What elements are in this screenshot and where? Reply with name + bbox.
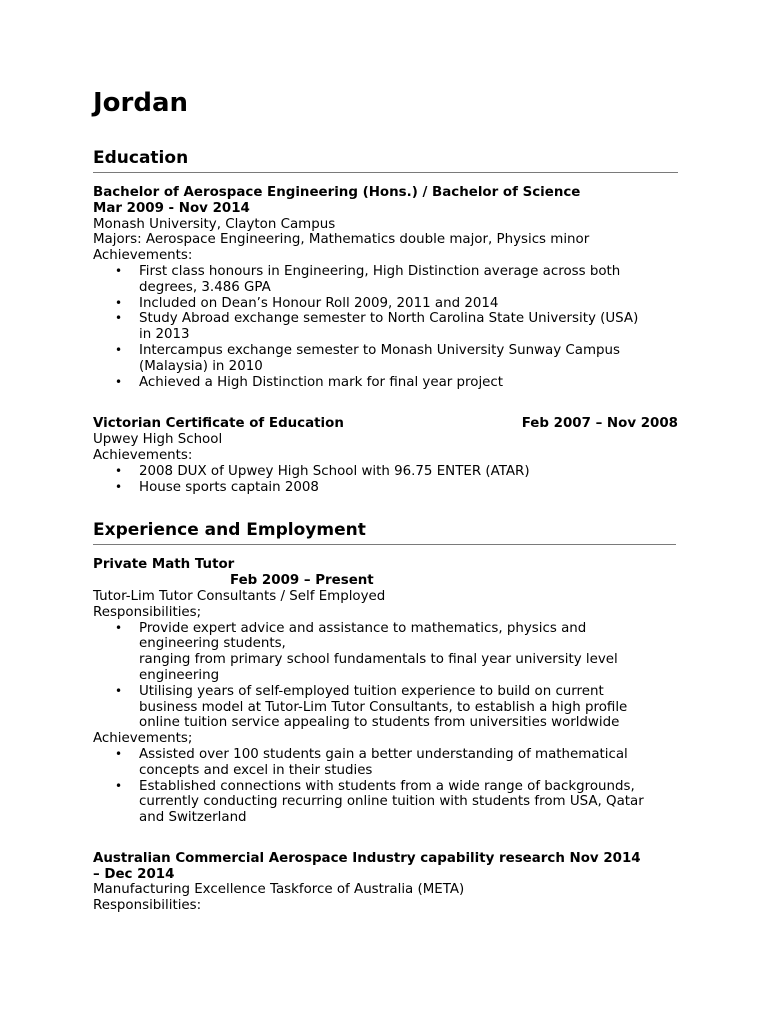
list-item-line: engineering students, — [139, 636, 286, 652]
degree-title: Bachelor of Aerospace Engineering (Hons.) / Bachelor of Science — [93, 185, 581, 200]
bullet-icon: • — [115, 342, 123, 357]
list-item — [93, 684, 683, 731]
list-item — [93, 621, 683, 684]
list-item-line: Study Abroad exchange semester to North Carolina State University (USA) — [139, 311, 639, 327]
bullet-icon: • — [115, 295, 123, 310]
vce-dates: Feb 2007 – Nov 2008 — [521, 416, 678, 432]
bullet-icon: • — [115, 683, 123, 698]
list-item — [93, 375, 683, 391]
bullet-icon: • — [115, 311, 123, 326]
vce-entry — [93, 416, 683, 495]
list-item-line: 2008 DUX of Upwey High School with 96.75 ENTER (ATAR) — [139, 463, 530, 479]
degree-entry — [93, 185, 683, 390]
list-item-line: in 2013 — [139, 327, 190, 343]
tutor-dates: Feb 2009 – Present — [230, 573, 374, 589]
list-item-line: Intercampus exchange semester to Monash University Sunway Campus — [139, 342, 620, 358]
list-item-line: Achieved a High Distinction mark for final year project — [139, 374, 504, 390]
tutor-achievements-label: Achievements; — [93, 731, 193, 747]
list-item-line: currently conducting recurring online tuition with students from USA, Qatar — [139, 794, 644, 810]
vce-achievements-label: Achievements: — [93, 447, 193, 463]
list-item-line: online tuition service appealing to students from universities worldwide — [139, 715, 620, 731]
list-item-line: Included on Dean’s Honour Roll 2009, 2011 and 2014 — [139, 295, 499, 311]
research-entry — [93, 851, 683, 914]
research-title-line1: Australian Commercial Aerospace Industry capability research Nov 2014 — [93, 850, 641, 866]
tutor-achievements-list — [93, 747, 683, 826]
list-item — [93, 343, 683, 375]
list-item-line: Assisted over 100 students gain a better understanding of mathematical — [139, 746, 628, 762]
list-item-text — [139, 264, 684, 296]
list-item — [93, 464, 683, 480]
tutor-organisation: Tutor-Lim Tutor Consultants / Self Employed — [93, 588, 386, 604]
tutor-responsibilities-list — [93, 621, 683, 732]
vce-achievements-list — [93, 464, 683, 496]
list-item-text — [139, 747, 684, 779]
list-item-text — [139, 343, 684, 375]
degree-institution: Monash University, Clayton Campus — [93, 216, 336, 232]
list-item-line: degrees, 3.486 GPA — [139, 279, 271, 295]
bullet-icon: • — [115, 374, 123, 389]
research-title-line2: – Dec 2014 — [93, 866, 175, 882]
list-item-text — [139, 621, 684, 684]
resume-page — [93, 86, 683, 914]
vce-school: Upwey High School — [93, 432, 223, 448]
list-item-line: Utilising years of self-employed tuition experience to build on current — [139, 683, 604, 699]
list-item-line: engineering — [139, 667, 220, 683]
bullet-icon: • — [115, 263, 123, 278]
bullet-icon: • — [115, 778, 123, 793]
list-item-line: Established connections with students from a wide range of backgrounds, — [139, 778, 635, 794]
list-item — [93, 311, 683, 343]
list-item-text — [139, 375, 684, 391]
list-item — [93, 296, 683, 312]
list-item — [93, 480, 683, 496]
list-item-text — [139, 684, 684, 731]
bullet-icon: • — [115, 479, 123, 494]
list-item-line: and Switzerland — [139, 810, 247, 826]
list-item-line: business model at Tutor-Lim Tutor Consultants, to establish a high profile — [139, 699, 628, 715]
experience-heading: Experience and Employment — [93, 519, 676, 545]
vce-title: Victorian Certificate of Education — [93, 416, 344, 432]
list-item-line: ranging from primary school fundamentals to final year university level — [139, 652, 618, 668]
degree-achievements-list — [93, 264, 683, 390]
list-item-text — [139, 464, 684, 480]
list-item — [93, 264, 683, 296]
research-responsibilities-label: Responsibilities: — [93, 898, 202, 914]
research-organisation: Manufacturing Excellence Taskforce of Australia (META) — [93, 882, 465, 898]
degree-majors: Majors: Aerospace Engineering, Mathematics double major, Physics minor — [93, 232, 590, 248]
tutor-entry — [93, 557, 683, 826]
list-item-line: House sports captain 2008 — [139, 479, 319, 495]
list-item-line: First class honours in Engineering, High Distinction average across both — [139, 263, 621, 279]
candidate-name: Jordan — [93, 88, 189, 118]
list-item-line: concepts and excel in their studies — [139, 762, 373, 778]
tutor-title: Private Math Tutor — [93, 557, 235, 573]
education-heading: Education — [93, 147, 678, 173]
bullet-icon: • — [115, 620, 123, 635]
list-item-text — [139, 296, 684, 312]
degree-achievements-label: Achievements: — [93, 248, 193, 264]
list-item — [93, 747, 683, 779]
list-item — [93, 779, 683, 826]
list-item-text — [139, 311, 684, 343]
list-item-line: Provide expert advice and assistance to mathematics, physics and — [139, 620, 587, 636]
bullet-icon: • — [115, 746, 123, 761]
list-item-line: (Malaysia) in 2010 — [139, 358, 263, 374]
list-item-text — [139, 779, 684, 826]
degree-dates: Mar 2009 - Nov 2014 — [93, 200, 250, 216]
tutor-responsibilities-label: Responsibilities; — [93, 604, 202, 620]
list-item-text — [139, 480, 684, 496]
vce-title-row — [93, 416, 678, 432]
bullet-icon: • — [115, 463, 123, 478]
